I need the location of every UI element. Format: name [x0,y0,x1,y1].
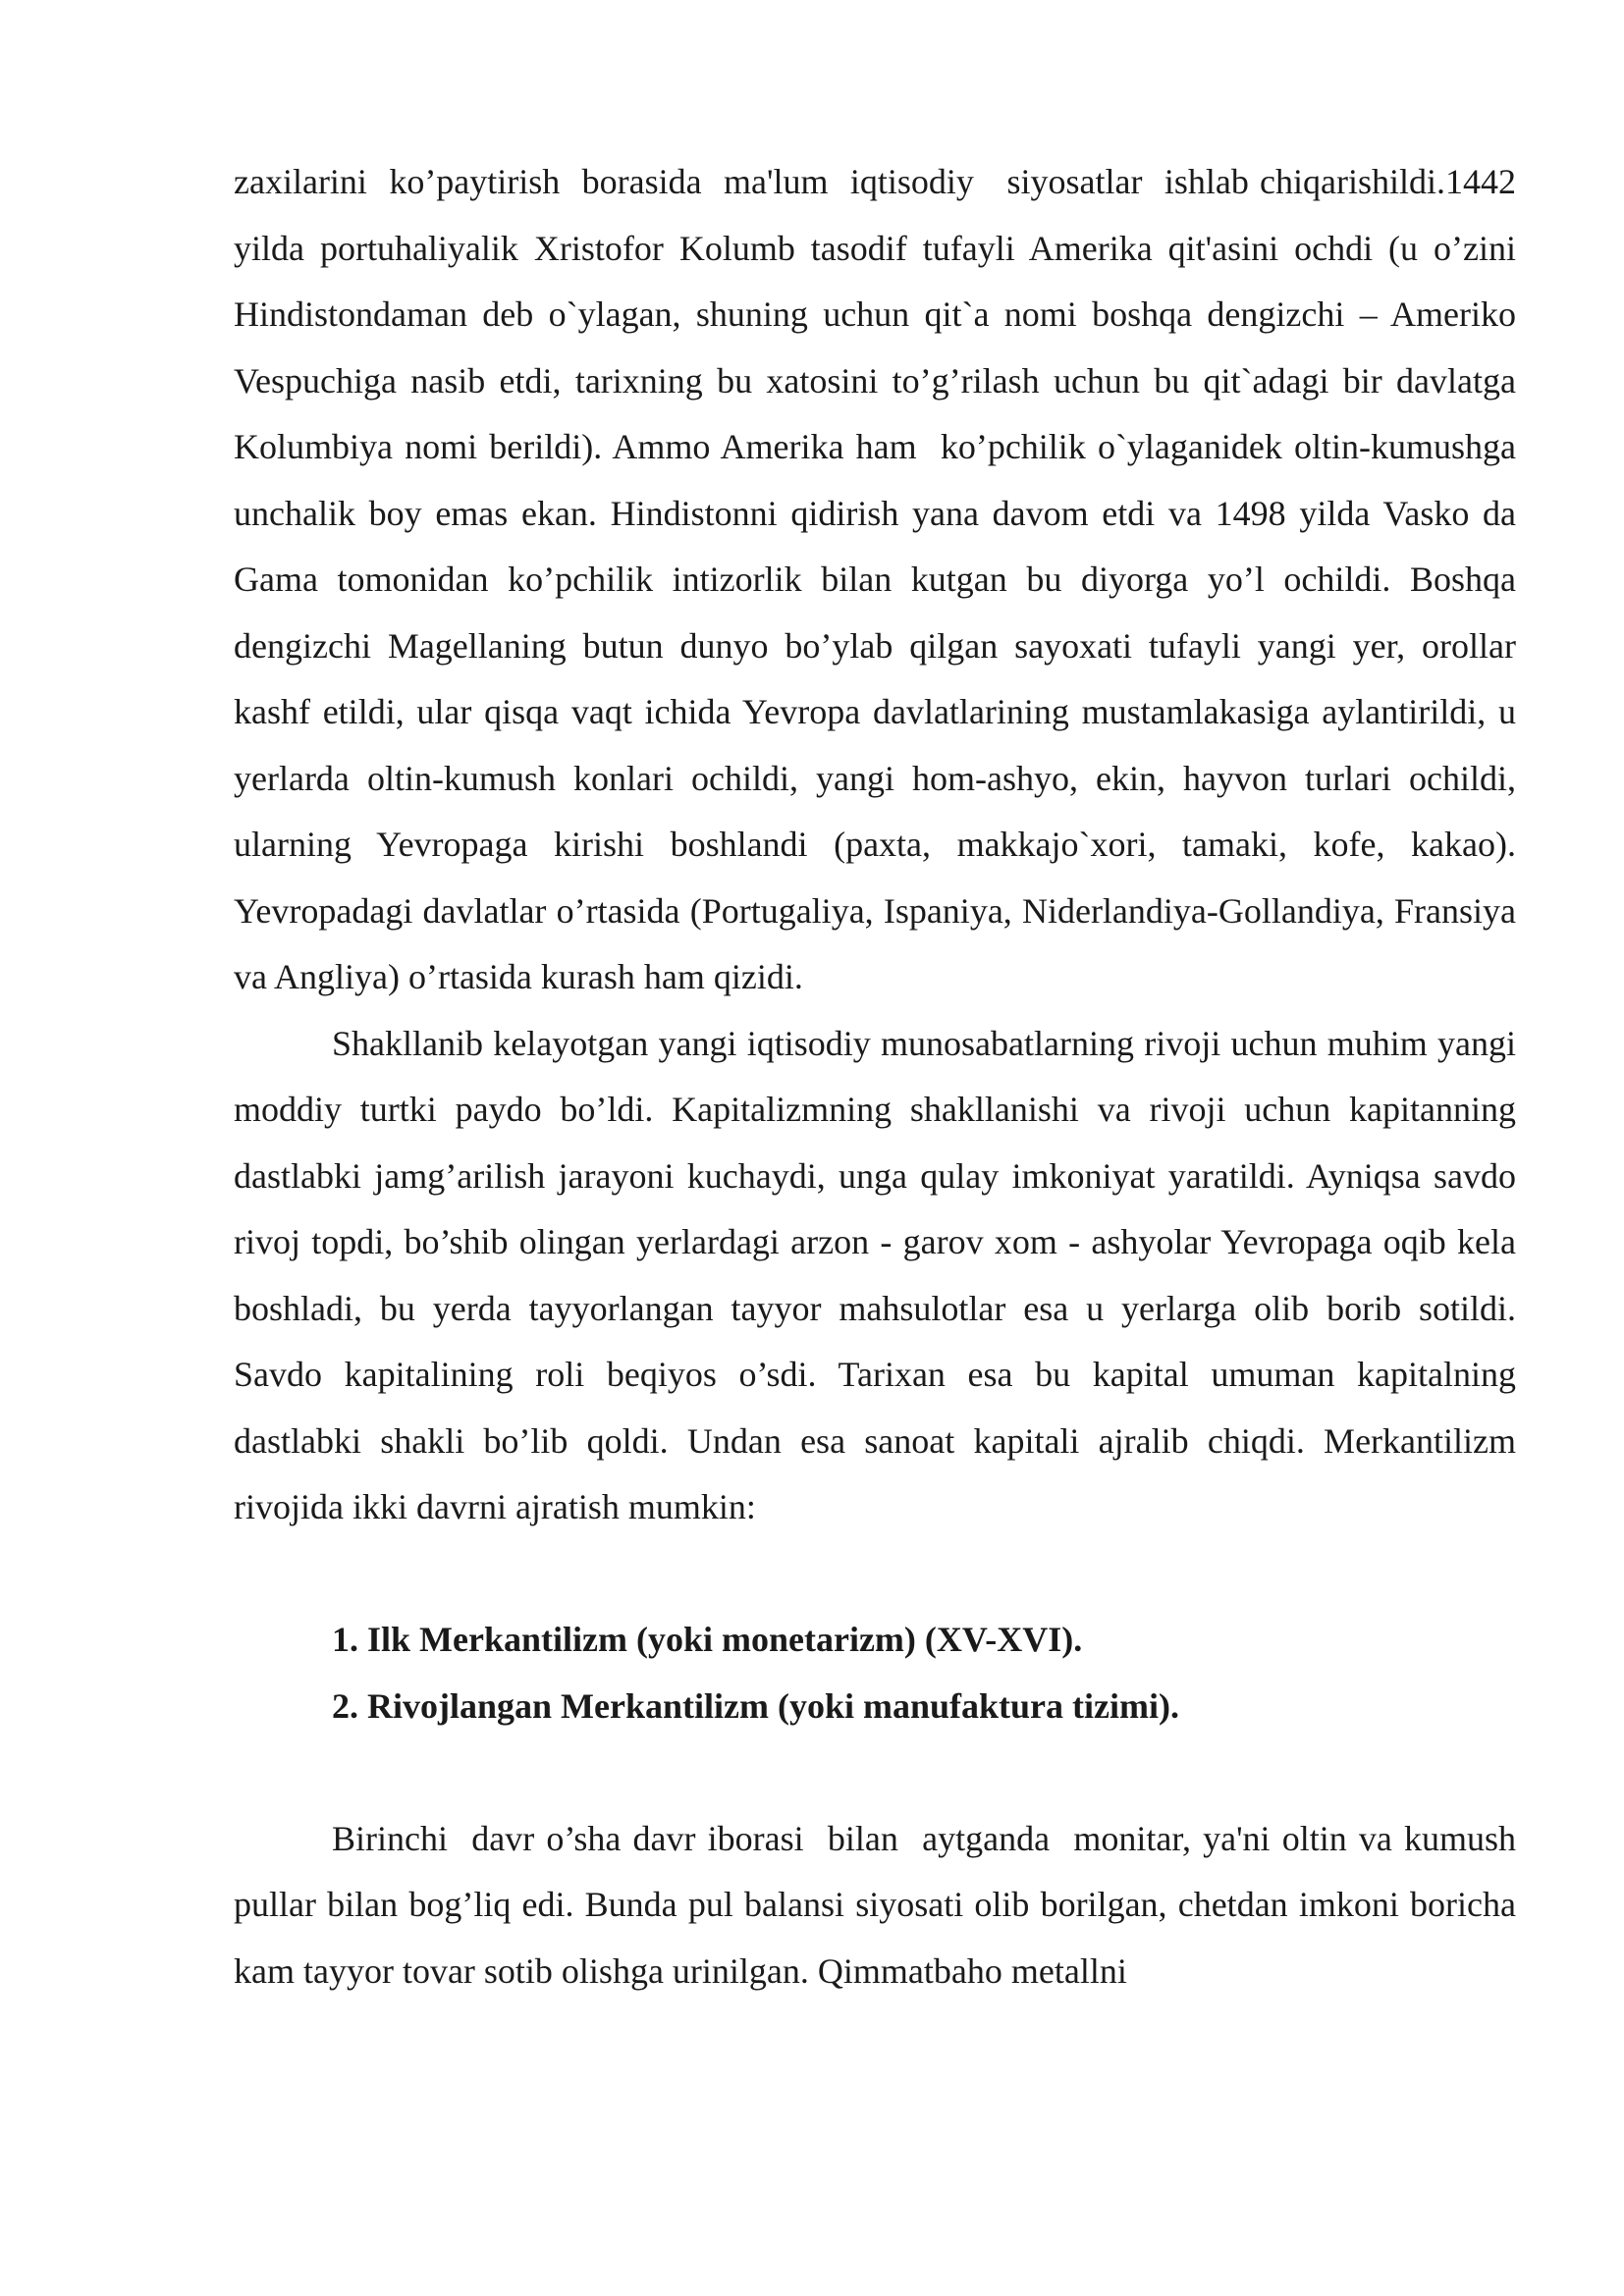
paragraph-birinchi: Birinchi davr o’sha davr iborasi bilan aytganda monitar, ya'ni oltin va kumush pullar bilan bog’liq edi. Bunda pul balansi siyosati olib borilgan, chetdan imkoni boricha kam tayyor tovar sotib olishga urinilgan. Qimmatbaho metallni [234,1818,1525,1991]
spacer [234,1739,1516,1806]
list-item-developed-mercantilism: 2. Rivojlangan Merkantilizm (yoki manufaktura tizimi). [332,1685,1179,1726]
document-body [234,149,1525,2004]
spacer [234,1541,1516,1608]
list-item-early-mercantilism: 1. Ilk Merkantilizm (yoki monetarizm) (XV-XVI). [332,1620,1083,1659]
paragraph-continuation: zaxilarini ko’paytirish borasida ma'lum iqtisodiy siyosatlar ishlab chiqarishildi.1442 yilda portuhaliyalik Xristofor Kolumb tasodif tufayli Amerika qit'asini ochdi (u o’zini Hindistondaman deb o`ylagan, shuning uchun qit`a nomi boshqa dengizchi – Ameriko Vespuchiga nasib etdi, tarixning bu xatosini to’g’rilash uchun bu qit`adagi bir davlatga Kolumbiya nomi berildi). Ammo Amerika ham ko’pchilik o`ylaganidek oltin-kumushga unchalik boy emas ekan. Hindistonni qidirish yana davom etdi va 1498 yilda Vasko da Gama tomonidan ko’pchilik intizorlik bilan kutgan bu diyorga yo’l ochildi. Boshqa dengizchi Magellaning butun dunyo bo’ylab qilgan sayoxati tufayli yangi yer, orollar kashf etildi, ular qisqa vaqt ichida Yevropa davlatlarining mustamlakasiga aylantirildi, u yerlarda oltin-kumush konlari ochildi, yangi hom-ashyo, ekin, hayvon turlari ochildi, ularning Yevropaga kirishi boshlandi (paxta, makkajo`xori, tamaki, kofe, kakao). Yevropadagi davlatlar o’rtasida (Portugaliya, Ispaniya, Niderlandiya-Gollandiya, Fransiya va Angliya) o’rtasida kurash ham qizidi. [234,162,1525,996]
period-list [234,1607,1516,1739]
paragraph-shakllanib: Shakllanib kelayotgan yangi iqtisodiy munosabatlarning rivoji uchun muhim yangi moddiy turtki paydo bo’ldi. Kapitalizmning shakllanishi va rivoji uchun kapitanning dastlabki jamg’arilish jarayoni kuchaydi, unga qulay imkoniyat yaratildi. Ayniqsa savdo rivoj topdi, bo’shib olingan yerlardagi arzon - garov xom - ashyolar Yevropaga oqib kela boshladi, bu yerda tayyorlangan tayyor mahsulotlar esa u yerlarga olib borib sotildi. Savdo kapitalining roli beqiyos o’sdi. Tarixan esa bu kapital umuman kapitalning dastlabki shakli bo’lib qoldi. Undan esa sanoat kapitali ajralib chiqdi. Merkantilizm rivojida ikki davrni ajratish mumkin: [234,1023,1525,1526]
